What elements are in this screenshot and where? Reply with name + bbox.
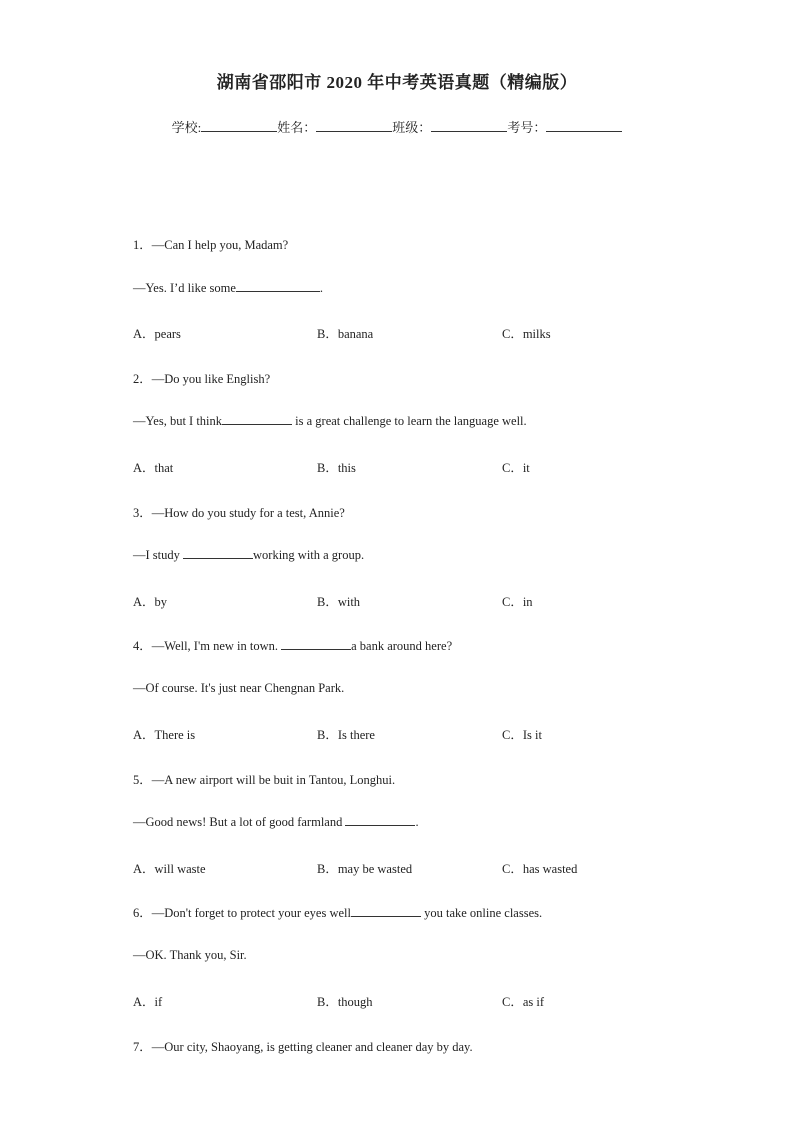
q5-option-b: B．may be wasted [317,862,413,876]
q4-option-a: A．There is [133,728,196,742]
q1-option-b: B．banana [317,327,374,341]
answer-blank[interactable] [183,547,253,559]
q5-option-a: A．will waste [133,862,206,876]
question-4-stem: 4．—Well, I'm new in town. a bank around here? [133,639,453,653]
question-2-stem: 2．—Do you like English? [133,372,271,386]
q2-option-a: A．that [133,461,174,475]
question-5-stem: 5．—A new airport will be buit in Tantou, Longhui. [133,773,396,787]
school-blank[interactable] [201,119,277,132]
q2-option-c: C．it [502,461,530,475]
school-label: 学校: [171,120,202,135]
class-label: 班级： [392,120,432,135]
question-5-reply: —Good news! But a lot of good farmland . [133,815,419,829]
answer-blank[interactable] [222,413,292,425]
name-label: 姓名： [277,120,317,135]
question-3-reply: —I study working with a group. [133,548,365,562]
question-4-reply: —Of course. It's just near Chengnan Park. [133,681,345,695]
q6-option-b: B．though [317,995,373,1009]
answer-blank[interactable] [281,638,351,650]
question-1-stem: 1．—Can I help you, Madam? [133,238,289,252]
name-blank[interactable] [316,119,392,132]
q6-option-c: C．as if [502,995,545,1009]
question-6-stem: 6．—Don't forget to protect your eyes well you take online classes. [133,906,543,920]
q1-option-c: C．milks [502,327,551,341]
question-1-reply: —Yes. I’d like some . [133,281,324,295]
exam-number-blank[interactable] [546,119,622,132]
question-7-stem: 7．—Our city, Shaoyang, is getting cleaner and cleaner day by day. [133,1040,473,1054]
question-2-reply: —Yes, but I think is a great challenge to learn the language well. [133,414,527,428]
answer-blank[interactable] [236,280,320,292]
q5-option-c: C．has wasted [502,862,578,876]
student-info-line [0,117,794,136]
q3-option-b: B．with [317,595,361,609]
q1-option-a: A．pears [133,327,181,341]
page-title: 湖南省邵阳市 2020 年中考英语真题（精编版） [216,73,578,92]
q4-option-c: C．Is it [502,728,542,742]
q2-option-b: B．this [317,461,356,475]
q4-option-b: B．Is there [317,728,375,742]
q3-option-a: A．by [133,595,168,609]
answer-blank[interactable] [351,905,421,917]
q3-option-c: C．in [502,595,533,609]
class-blank[interactable] [431,119,507,132]
question-6-reply: —OK. Thank you, Sir. [133,948,247,962]
question-3-stem: 3．—How do you study for a test, Annie? [133,506,345,520]
exam-number-label: 考号： [507,120,547,135]
answer-blank[interactable] [345,814,415,826]
q6-option-a: A．if [133,995,163,1009]
